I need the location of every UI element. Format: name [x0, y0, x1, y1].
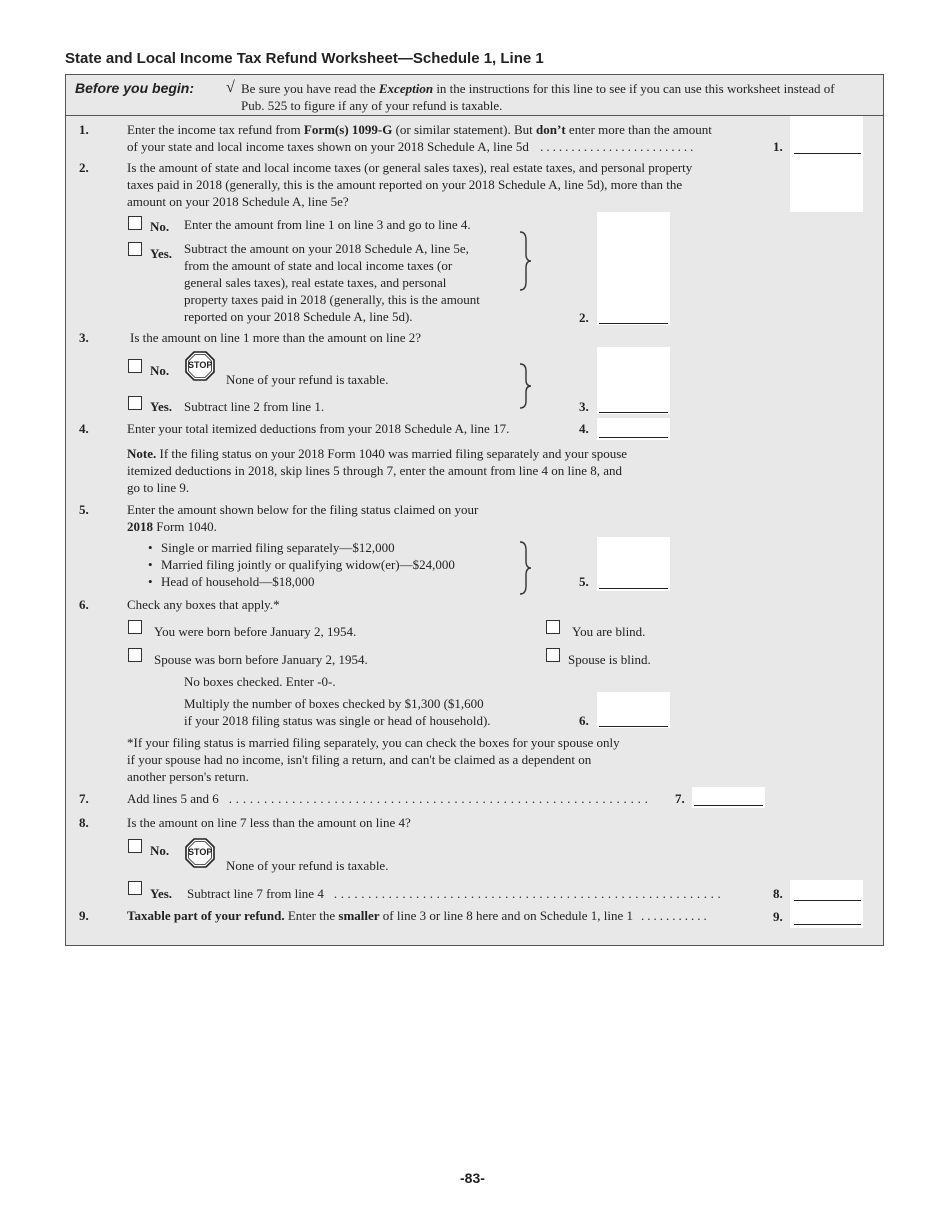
before-begin-text: Be sure you have read the Exception in the instructions for this line to see if you can use this worksheet instead of	[241, 81, 835, 96]
line-3-no-label: No.	[150, 363, 170, 378]
line-9-input[interactable]	[794, 924, 861, 925]
line-2-yes-text-4: property taxes paid in 2018 (generally, this is the amount	[184, 292, 480, 307]
list-item: • Head of household—$18,000	[145, 573, 455, 590]
line-2-number: 2.	[79, 160, 89, 175]
line-5-number: 5.	[79, 502, 89, 517]
line-8-ref: 8.	[773, 886, 783, 901]
blind-checkbox[interactable]	[546, 620, 560, 634]
blind-label: You are blind.	[572, 624, 646, 639]
line-2-yes-text-3: general sales taxes), real estate taxes, and personal	[184, 275, 447, 290]
line-1-ref: 1.	[773, 139, 783, 154]
line-4-note-3: go to line 9.	[127, 480, 190, 495]
line-8-no-checkbox[interactable]	[128, 839, 142, 853]
line-3-text: Is the amount on line 1 more than the amount on line 2?	[130, 330, 421, 345]
list-item: • Married filing jointly or qualifying widow(er)—$24,000	[145, 556, 455, 573]
line-1-text-2: of your state and local income taxes shown on your 2018 Schedule A, line 5d .........................	[127, 139, 697, 154]
line-2-yes-checkbox[interactable]	[128, 242, 142, 256]
line-8-yes-checkbox[interactable]	[128, 881, 142, 895]
line-4-number: 4.	[79, 421, 89, 436]
line-8-no-label: No.	[150, 843, 170, 858]
line-2-no-label: No.	[150, 219, 170, 234]
line-2-yes-text-5: reported on your 2018 Schedule A, line 5d).	[184, 309, 413, 324]
line-5-brace	[518, 540, 532, 596]
line-6-text: Check any boxes that apply.*	[127, 597, 280, 612]
list-item: • Single or married filing separately—$12,000	[145, 539, 455, 556]
line-8-stop-text: STOP	[188, 847, 213, 857]
line-6-multiply-1: Multiply the number of boxes checked by $1,300 ($1,600	[184, 696, 484, 711]
line-5-ref: 5.	[579, 574, 589, 589]
line-2-text-1: Is the amount of state and local income taxes (or general sales taxes), real estate taxes, and personal property	[127, 160, 693, 175]
line-3-brace	[518, 362, 532, 410]
line-5-text-1: Enter the amount shown below for the filing status claimed on your	[127, 502, 479, 517]
line-3-no-checkbox[interactable]	[128, 359, 142, 373]
before-begin-label: Before you begin:	[75, 80, 195, 96]
spouse-born-before-checkbox[interactable]	[128, 648, 142, 662]
line-7-input[interactable]	[694, 805, 763, 806]
worksheet-title: State and Local Income Tax Refund Worksheet—Schedule 1, Line 1	[65, 50, 544, 67]
line-3-input[interactable]	[599, 412, 668, 413]
line-3-ref: 3.	[579, 399, 589, 414]
spouse-blind-label: Spouse is blind.	[568, 652, 651, 667]
line-3-number: 3.	[79, 330, 89, 345]
line-2-yes-text-2: from the amount of state and local income taxes (or	[184, 258, 453, 273]
spouse-blind-checkbox[interactable]	[546, 648, 560, 662]
line-2-no-text: Enter the amount from line 1 on line 3 and go to line 4.	[184, 217, 471, 232]
line-1-text: Enter the income tax refund from Form(s) 1099-G (or similar statement). But don’t enter more than the amount	[127, 122, 712, 137]
line-2-ref: 2.	[579, 310, 589, 325]
line-7-ref: 7.	[675, 791, 685, 806]
line-3-yes-label: Yes.	[150, 399, 173, 414]
line-2-brace	[518, 230, 532, 292]
line-6-footnote-1: *If your filing status is married filing separately, you can check the boxes for your spouse only	[127, 735, 620, 750]
line-6-number: 6.	[79, 597, 89, 612]
line-1-number: 1.	[79, 122, 89, 137]
line-8-no-text: None of your refund is taxable.	[226, 858, 389, 873]
line-4-input[interactable]	[599, 437, 668, 438]
born-before-label: You were born before January 2, 1954.	[154, 624, 357, 639]
line-5-input[interactable]	[599, 588, 668, 589]
line-3-stop-text: STOP	[188, 360, 213, 370]
line-3-no-text: None of your refund is taxable.	[226, 372, 389, 387]
line-8-input[interactable]	[794, 900, 861, 901]
line-8-yes-label: Yes.	[150, 886, 173, 901]
line-9-text: Taxable part of your refund. Enter the smaller of line 3 or line 8 here and on Schedule 1, line 1 ...........	[127, 908, 710, 923]
line6-entry-box	[597, 692, 670, 728]
before-begin-divider	[66, 115, 883, 116]
line8-9-entry-box	[790, 880, 863, 928]
line-5-filing-status-list	[145, 539, 455, 590]
line-3-yes-text: Subtract line 2 from line 1.	[184, 399, 325, 414]
line5-entry-box	[597, 537, 670, 591]
page-number: -83-	[460, 1170, 485, 1186]
line-6-multiply-2: if your 2018 filing status was single or head of household).	[184, 713, 491, 728]
line-6-footnote-2: if your spouse had no income, isn't filing a return, and can't be claimed as a dependent on	[127, 752, 592, 767]
line-3-yes-checkbox[interactable]	[128, 396, 142, 410]
line-4-text: Enter your total itemized deductions from your 2018 Schedule A, line 17.	[127, 421, 510, 436]
line-2-input[interactable]	[599, 323, 668, 324]
line-5-text-2: 2018 Form 1040.	[127, 519, 217, 534]
line-4-note-2: itemized deductions in 2018, skip lines 5 through 7, enter the amount from line 4 on line 8, and	[127, 463, 622, 478]
line-8-text: Is the amount on line 7 less than the amount on line 4?	[127, 815, 411, 830]
checkmark-icon: √	[226, 79, 235, 96]
before-begin-text-2: Pub. 525 to figure if any of your refund is taxable.	[241, 98, 503, 113]
line-8-number: 8.	[79, 815, 89, 830]
line-9-ref: 9.	[773, 909, 783, 924]
born-before-checkbox[interactable]	[128, 620, 142, 634]
line-2-yes-label: Yes.	[150, 246, 173, 261]
line-6-footnote-3: another person's return.	[127, 769, 249, 784]
line3-entry-box	[597, 347, 670, 414]
line-7-text: Add lines 5 and 6 ............................................................	[127, 791, 652, 806]
line-4-note-1: Note. If the filing status on your 2018 Form 1040 was married filing separately and your spouse	[127, 446, 628, 461]
line-9-number: 9.	[79, 908, 89, 923]
line-2-no-checkbox[interactable]	[128, 216, 142, 230]
line1-2-entry-box	[790, 116, 863, 212]
line-8-yes-text: Subtract line 7 from line 4 .........................................................	[187, 886, 725, 901]
line-2-text-3: amount on your 2018 Schedule A, line 5e?	[127, 194, 349, 209]
line-6-ref: 6.	[579, 713, 589, 728]
line2-entry-box	[597, 212, 670, 325]
spouse-born-before-label: Spouse was born before January 2, 1954.	[154, 652, 368, 667]
line-2-yes-text-1: Subtract the amount on your 2018 Schedule A, line 5e,	[184, 241, 469, 256]
line-7-number: 7.	[79, 791, 89, 806]
line-2-text-2: taxes paid in 2018 (generally, this is the amount reported on your 2018 Schedule A, line 5d), more than the	[127, 177, 683, 192]
line-6-input[interactable]	[599, 726, 668, 727]
line-1-input[interactable]	[794, 153, 861, 154]
line-6-none-text: No boxes checked. Enter -0-.	[184, 674, 336, 689]
line-4-ref: 4.	[579, 421, 589, 436]
